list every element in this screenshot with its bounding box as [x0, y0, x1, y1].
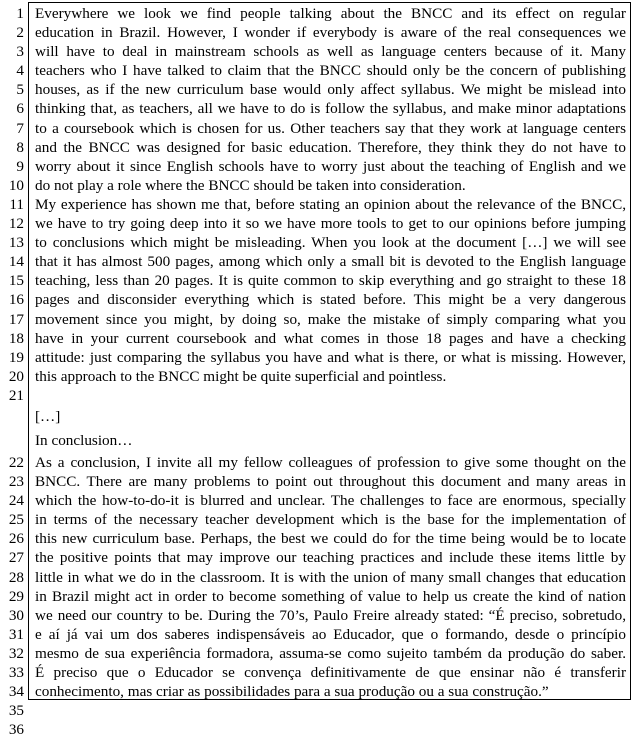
line-text: worry about it since English schools have to worry just about the teaching of English and we	[35, 157, 626, 175]
line-number: 25	[8, 511, 24, 529]
text-line	[0, 119, 640, 138]
line-number: 7	[16, 119, 24, 137]
text-line	[0, 568, 640, 587]
text-line	[0, 157, 640, 176]
line-number: 10	[8, 176, 24, 194]
line-number: 29	[8, 587, 24, 605]
line-text: In conclusion…	[35, 431, 133, 449]
text-line	[0, 252, 640, 271]
line-number: 32	[8, 644, 24, 662]
text-line	[0, 587, 640, 606]
line-text: do not play a role where the BNCC should be taken into consideration.	[35, 176, 466, 194]
line-number: 22	[8, 453, 24, 471]
text-line	[0, 701, 640, 720]
line-text: As a conclusion, I invite all my fellow colleagues of profession to give some thought on the	[35, 453, 626, 471]
text-line	[0, 61, 640, 80]
text-line	[0, 176, 640, 195]
text-line	[0, 99, 640, 118]
line-number: 6	[16, 100, 24, 118]
document-body	[0, 4, 640, 739]
text-line	[0, 491, 640, 510]
line-number: 19	[8, 348, 24, 366]
line-number: 20	[8, 367, 24, 385]
line-number: 5	[16, 81, 24, 99]
line-number: 26	[8, 530, 24, 548]
line-number: 11	[9, 195, 24, 213]
line-text: teaching, less than 20 pages. It is quite common to skip everything and go straight to these 18	[35, 272, 626, 290]
line-text: teachers who I have talked to claim that the BNCC should only be the concern of publishing	[35, 62, 626, 80]
line-text: pages and disconsider everything which is stated before. This might be a very dangerous	[35, 291, 626, 309]
line-text: this approach to the BNCC might be quite superficial and pointless.	[35, 367, 447, 385]
line-number: 18	[8, 329, 24, 347]
line-text: we have to try going deep into it so we have more tools to get to our opinions before jumping	[35, 215, 626, 233]
line-number: 1	[16, 5, 24, 22]
text-line	[0, 310, 640, 329]
line-number: 15	[8, 272, 24, 290]
line-text: movement since you might, by doing so, make the mistake of simply comparing what you	[35, 310, 626, 328]
line-text: to conclusions which might be misleading. When you look at the document […] we will see	[35, 234, 626, 252]
line-number: 14	[8, 253, 24, 271]
line-text: […]	[35, 407, 61, 425]
line-number: 2	[16, 24, 24, 42]
line-text: and the BNCC was designed for basic education. Therefore, they think they do not have to	[35, 138, 626, 156]
text-line	[0, 138, 640, 157]
text-line	[0, 23, 640, 42]
line-number: 30	[8, 606, 24, 624]
line-text: to a coursebook which is chosen for us. Other teachers say that they work at language centers	[35, 119, 626, 137]
line-text: in Brazil might act in order to become something of value to help us create the kind of nation	[35, 587, 626, 605]
text-line	[0, 386, 640, 405]
text-line	[0, 271, 640, 290]
line-number: 3	[16, 43, 24, 61]
line-text: mesmo de sua experiência formadora, assuma-se como sujeito também da produção do saber.	[35, 644, 626, 662]
line-text: in terms of the necessary teacher development which is the base for the implementation of	[35, 511, 626, 529]
line-number: 4	[16, 62, 24, 80]
line-number: 36	[8, 721, 24, 739]
line-text: the positive points that may improve our teaching practices and include these items little by	[35, 549, 626, 567]
line-text: have in your current coursebook and what comes in those 18 pages and have a checking	[35, 329, 626, 347]
line-text: Everywhere we look we find people talking about the BNCC and its effect on regular	[35, 5, 626, 22]
text-line	[0, 195, 640, 214]
text-line	[0, 4, 640, 23]
text-line	[0, 644, 640, 663]
text-line	[0, 429, 640, 453]
text-line	[0, 214, 640, 233]
line-number: 21	[8, 386, 24, 404]
line-text: little in what we do in the classroom. It is with the union of many small changes that education	[35, 568, 626, 586]
text-line	[0, 348, 640, 367]
line-text: which the how-to-do-it is blurred and unclear. The challenges to face are enormous, specially	[35, 492, 626, 510]
text-line	[0, 42, 640, 61]
line-number: 34	[8, 683, 24, 701]
line-text: houses, as if the new curriculum base would only affect syllabus. We might be mislead into	[35, 81, 626, 99]
text-line	[0, 548, 640, 567]
line-text: conhecimento, mas criar as possibilidades para a sua produção ou a sua construção.”	[35, 683, 549, 701]
line-text: BNCC. There are many problems to point out throughout this document and many areas in	[35, 473, 626, 491]
line-text: education in Brazil. However, I wonder if everybody is aware of the real consequences we	[35, 24, 626, 42]
line-number: 9	[16, 157, 24, 175]
text-line	[0, 663, 640, 682]
line-number: 8	[16, 138, 24, 156]
line-text: we need our country to be. During the 70’s, Paulo Freire already stated: “É preciso, sobretudo,	[35, 606, 626, 624]
line-text: this new curriculum base. Perhaps, the best we could do for the time being would be to locate	[35, 530, 626, 548]
line-number: 17	[8, 310, 24, 328]
line-text: My experience has shown me that, before stating an opinion about the relevance of the BNCC,	[35, 195, 626, 213]
line-number: 35	[8, 702, 24, 720]
text-line	[0, 80, 640, 99]
line-number: 27	[8, 549, 24, 567]
line-number: 16	[8, 291, 24, 309]
text-line	[0, 405, 640, 429]
line-text: attitude: just comparing the syllabus you have and what is there, or what is missing. However,	[35, 348, 626, 366]
text-line	[0, 233, 640, 252]
line-text: that it has almost 500 pages, among which only a small bit is devoted to the English language	[35, 253, 626, 271]
text-line	[0, 290, 640, 309]
line-number: 12	[8, 215, 24, 233]
line-text: will have to deal in mainstream schools as well as language centers because of it. Many	[35, 43, 626, 61]
text-line	[0, 606, 640, 625]
line-number: 31	[8, 625, 24, 643]
text-line	[0, 367, 640, 386]
line-number: 33	[8, 664, 24, 681]
text-line	[0, 682, 640, 701]
line-number: 28	[8, 568, 24, 586]
text-line	[0, 329, 640, 348]
line-number: 23	[8, 473, 24, 491]
line-text: É preciso que o Educador se convença definitivamente de que ensinar não é transferir	[35, 664, 626, 681]
text-line	[0, 529, 640, 548]
text-line	[0, 453, 640, 472]
line-number: 24	[8, 492, 24, 510]
line-text: e aí já vai um dos saberes indispensáveis ao Educador, que o formando, desde o princípio	[35, 625, 626, 643]
text-line	[0, 625, 640, 644]
line-text: thinking that, as teachers, all we have to do is follow the syllabus, and make minor adaptations	[35, 100, 626, 118]
text-line	[0, 510, 640, 529]
text-line	[0, 720, 640, 739]
text-line	[0, 472, 640, 491]
line-number: 13	[8, 234, 24, 252]
